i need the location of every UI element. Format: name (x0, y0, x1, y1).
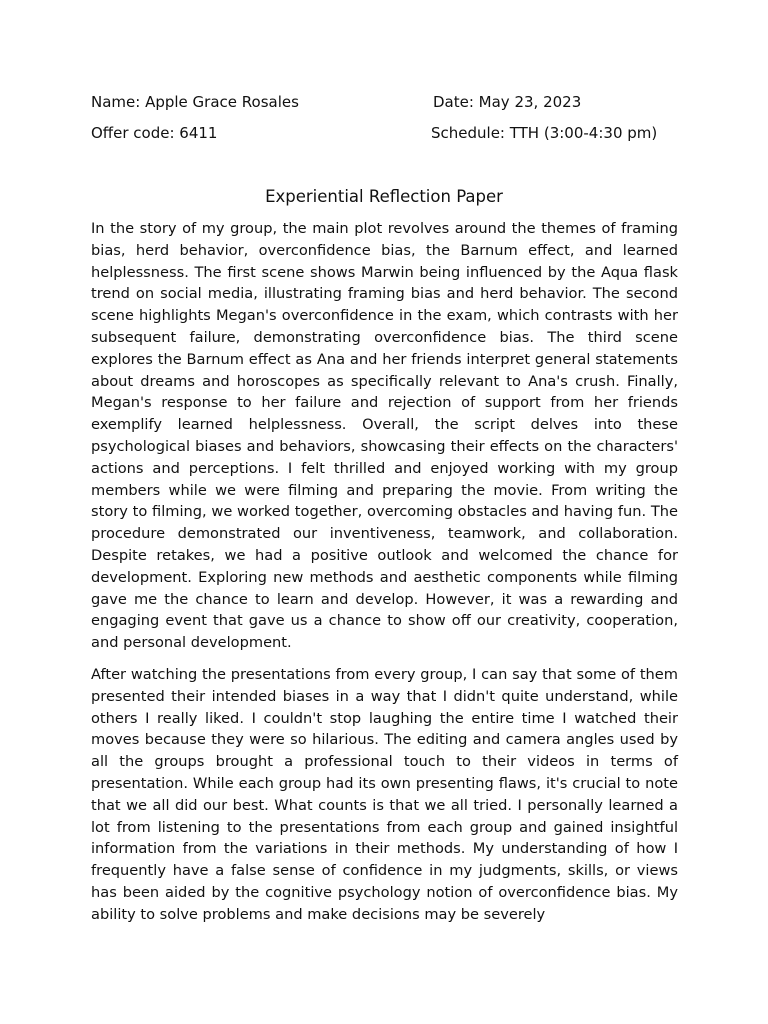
paragraph-1: In the story of my group, the main plot revolves around the themes of framing bias, herd behavior, overconfidence bias, the Barnum effect, and learned helplessness. The first scene shows Marwin being influenced by the Aqua flask trend on social media, illustrating framing bias and herd behavior. The second scene highlights Megan's overconfidence in the exam, which contrasts with her subsequent failure, demonstrating overconfidence bias. The third scene explores the Barnum effect as Ana and her friends interpret general statements about dreams and horoscopes as specifically relevant to Ana's crush. Finally, Megan's response to her failure and rejection of support from her friends exemplify learned helplessness. Overall, the script delves into these psychological biases and behaviors, showcasing their effects on the characters' actions and perceptions. I felt thrilled and enjoyed working with my group members while we were filming and preparing the movie. From writing the story to filming, we worked together, overcoming obstacles and having fun. The procedure demonstrated our inventiveness, teamwork, and collaboration. Despite retakes, we had a positive outlook and welcomed the chance for development. Exploring new methods and aesthetic components while filming gave me the chance to learn and develop. However, it was a rewarding and engaging event that gave us a chance to show off our creativity, cooperation, and personal development. (91, 220, 678, 652)
submission-date: Date: May 23, 2023 (433, 93, 582, 111)
class-schedule: Schedule: TTH (3:00-4:30 pm) (431, 124, 658, 142)
offer-code: Offer code: 6411 (91, 124, 218, 142)
header-row-offer-schedule (91, 123, 691, 143)
student-name: Name: Apple Grace Rosales (91, 93, 299, 111)
paper-body (91, 218, 678, 926)
paragraph-2: After watching the presentations from every group, I can say that some of them presented their intended biases in a way that I didn't quite understand, while others I really liked. I couldn't stop laughing the entire time I watched their moves because they were so hilarious. The editing and camera angles used by all the groups brought a professional touch to their videos in terms of presentation. While each group had its own presenting flaws, it's crucial to note that we all did our best. What counts is that we all tried. I personally learned a lot from listening to the presentations from each group and gained insightful information from the variations in their methods. My understanding of how I frequently have a false sense of confidence in my judgments, skills, or views has been aided by the cognitive psychology notion of overconfidence bias. My ability to solve problems and make decisions may be severely (91, 665, 678, 923)
header-row-name-date (91, 92, 691, 112)
paper-title: Experiential Reflection Paper (265, 187, 503, 206)
